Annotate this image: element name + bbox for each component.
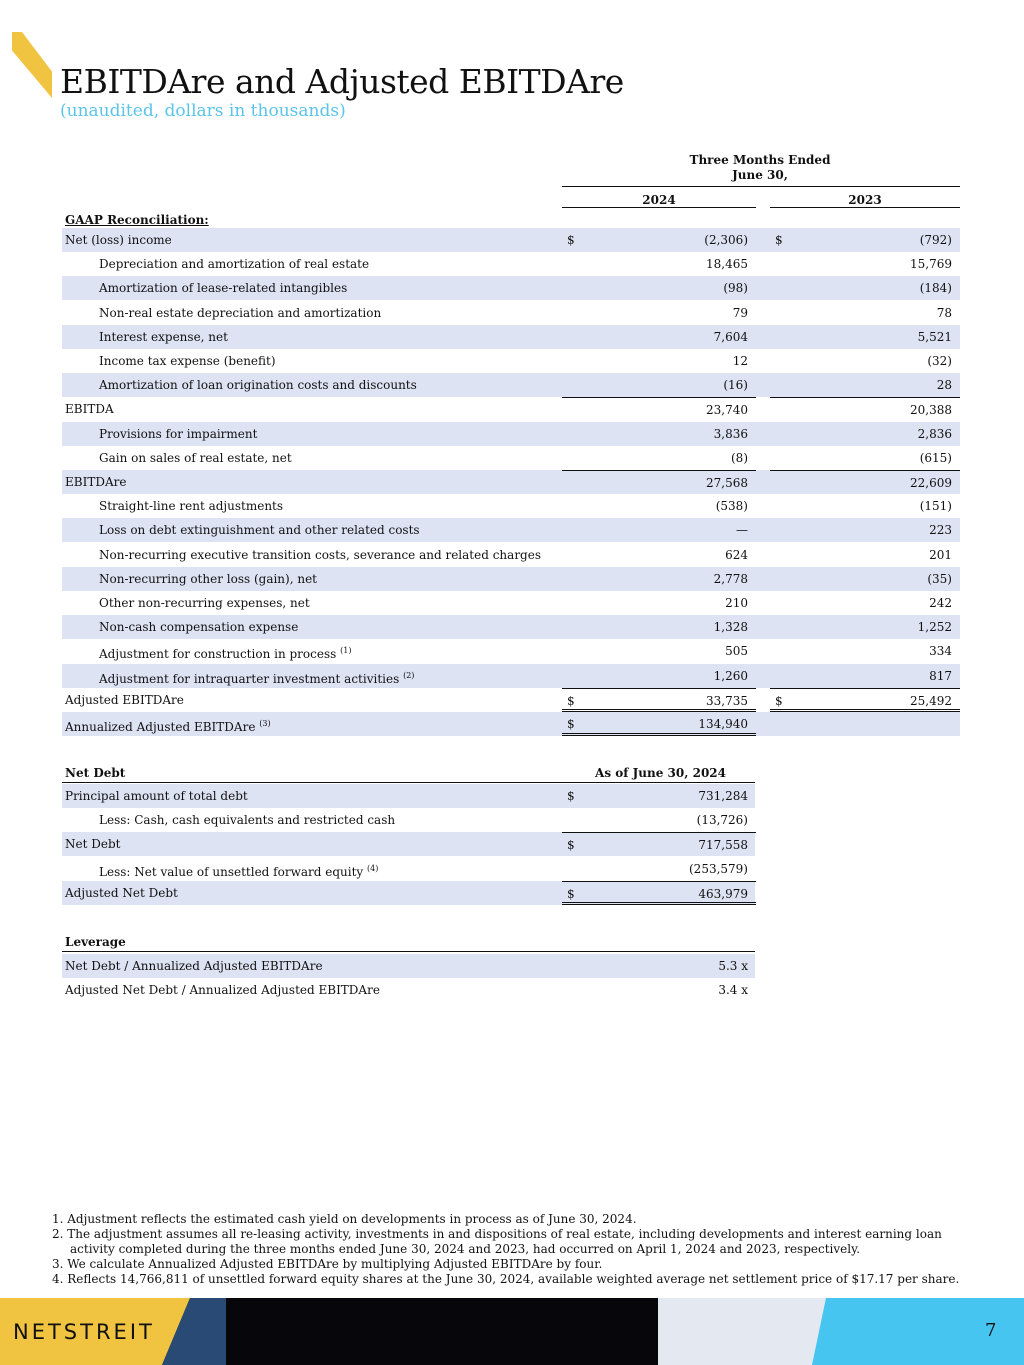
row-label-text: Adjusted Net Debt [65, 885, 178, 900]
value: 79 [732, 305, 748, 320]
table-row [62, 567, 960, 591]
value: (253,579) [689, 861, 748, 876]
footnote-ref: (4) [367, 863, 379, 873]
row-label-text: EBITDA [65, 402, 114, 417]
dollar-sign: $ [567, 233, 575, 247]
value: 334 [929, 644, 952, 659]
value-cell-1 [562, 712, 756, 736]
table-row [62, 712, 960, 736]
table-row [62, 639, 960, 663]
value: (8) [731, 450, 748, 465]
row-label-text: Amortization of lease-related intangibles [99, 281, 348, 296]
value: 27,568 [706, 476, 748, 490]
row-label-text: Adjusted EBITDAre [65, 692, 184, 707]
page-number: 7 [985, 1320, 997, 1341]
row-label [99, 567, 317, 591]
value: 223 [929, 523, 952, 538]
table-row [62, 954, 755, 978]
dollar-sign: $ [567, 886, 575, 901]
value-cell-1 [562, 543, 756, 567]
value: 15,769 [910, 257, 952, 272]
row-label-text: Principal amount of total debt [65, 789, 248, 803]
table-row [62, 832, 755, 856]
value-cell-2 [770, 228, 960, 252]
footer-bar [0, 1298, 1024, 1365]
value: 20,388 [910, 403, 952, 418]
dollar-sign: $ [567, 717, 575, 731]
value-cell-2 [770, 518, 960, 542]
value: 78 [936, 305, 952, 320]
value-cell-2 [770, 301, 960, 325]
value: (615) [919, 450, 952, 465]
table-row [62, 494, 960, 518]
value: 18,465 [706, 257, 748, 272]
table-row [62, 518, 960, 542]
row-label-text: Loss on debt extinguishment and other related costs [99, 523, 420, 538]
dollar-sign: $ [567, 838, 575, 853]
value-cell-1 [562, 349, 756, 373]
value-cell-1 [562, 567, 756, 591]
value-cell-1 [562, 954, 756, 978]
value-cell-1 [562, 373, 756, 397]
value: — [736, 523, 748, 538]
value: 505 [725, 644, 748, 659]
page-subtitle: (unaudited, dollars in thousands) [60, 101, 346, 121]
row-label [65, 978, 380, 1002]
row-label-text: Annualized Adjusted EBITDAre [65, 720, 256, 734]
table-row [62, 857, 755, 881]
value-cell-1 [562, 397, 756, 421]
footnote-ref: (1) [340, 646, 352, 656]
row-label [65, 881, 178, 905]
row-label-text: Net Debt / Annualized Adjusted EBITDAre [65, 959, 323, 973]
value: 7,604 [713, 329, 748, 344]
value: (35) [927, 571, 952, 586]
value: 22,609 [910, 476, 952, 490]
row-label-text: Less: Net value of unsettled forward equity [99, 864, 364, 879]
row-label [99, 639, 351, 666]
row-label [99, 664, 414, 691]
value-cell-2 [770, 470, 960, 494]
dollar-sign: $ [567, 693, 575, 708]
row-label-text: Gain on sales of real estate, net [99, 450, 292, 465]
table-row [62, 228, 960, 252]
value-cell-2 [770, 446, 960, 470]
value-cell-1 [562, 494, 756, 518]
row-label-text: Amortization of loan origination costs and discounts [99, 378, 417, 393]
value-cell-1 [562, 832, 756, 856]
table-row [62, 397, 960, 421]
table-row [62, 301, 960, 325]
row-label-text: Net Debt [65, 837, 121, 852]
footnote-ref: (3) [259, 719, 271, 728]
value: 2,836 [917, 426, 952, 441]
table-row [62, 325, 960, 349]
footnote: 4. Reflects 14,766,811 of unsettled forward equity shares at the June 30, 2024, available weighted average net settlement price of $17.17 per share. [52, 1272, 960, 1286]
row-label [65, 397, 114, 421]
table-row [62, 252, 960, 276]
value: (151) [919, 499, 952, 514]
value-cell-1 [562, 276, 756, 300]
row-label-text: Provisions for impairment [99, 426, 258, 441]
row-label [99, 615, 298, 639]
value-cell-2 [770, 276, 960, 300]
row-label-text: Non-recurring other loss (gain), net [99, 571, 317, 586]
footnote-ref: (2) [403, 670, 415, 680]
value: (184) [919, 281, 952, 296]
value-cell-1 [562, 470, 756, 494]
value: 717,558 [698, 838, 748, 853]
accent-shape [12, 32, 52, 98]
row-label-text: Non-recurring executive transition costs, severance and related charges [99, 547, 541, 562]
row-label-text: Depreciation and amortization of real estate [99, 257, 370, 272]
value: 3,836 [713, 426, 748, 441]
value: 25,492 [910, 693, 952, 708]
value: 1,260 [713, 668, 748, 683]
row-label [99, 591, 310, 615]
value-cell-1 [562, 784, 756, 808]
value-cell-1 [562, 591, 756, 615]
row-label [99, 276, 347, 300]
value: 3.4 x [718, 983, 748, 998]
year-2024-header: 2024 [642, 193, 676, 207]
value: (98) [723, 281, 748, 296]
table-row [62, 276, 960, 300]
value-cell-1 [562, 446, 756, 470]
value: (13,726) [696, 813, 748, 828]
value: 242 [929, 596, 952, 610]
section-gaap-reconciliation: GAAP Reconciliation: [65, 213, 209, 227]
value-cell-2 [770, 591, 960, 615]
value-cell-2 [770, 688, 960, 712]
dollar-sign: $ [775, 233, 783, 247]
value-cell-1 [562, 301, 756, 325]
value-cell-2 [770, 422, 960, 446]
table-row [62, 543, 960, 567]
dollar-sign: $ [775, 693, 783, 708]
value-cell-2 [770, 373, 960, 397]
row-label [65, 954, 323, 978]
value-cell-2 [770, 494, 960, 518]
row-label-text: Adjustment for construction in process [99, 647, 337, 662]
row-label [65, 228, 172, 252]
page-title: EBITDAre and Adjusted EBITDAre [60, 62, 624, 101]
row-label-text: Interest expense, net [99, 329, 228, 344]
value: 731,284 [698, 789, 748, 803]
row-label-text: Adjustment for intraquarter investment activities [99, 671, 400, 686]
row-label [99, 446, 292, 470]
row-label-text: Less: Cash, cash equivalents and restricted cash [99, 813, 396, 828]
table-row [62, 470, 960, 494]
table-row [62, 881, 755, 905]
year-2023-header: 2023 [848, 193, 882, 207]
value-cell-1 [562, 978, 756, 1002]
value-cell-1 [562, 228, 756, 252]
row-label [99, 325, 228, 349]
dollar-sign: $ [567, 789, 575, 803]
value: 12 [732, 354, 748, 368]
row-label [99, 808, 395, 832]
row-label-text: Non-cash compensation expense [99, 620, 299, 635]
row-label [99, 857, 378, 884]
row-label [65, 712, 271, 739]
row-label [99, 301, 381, 325]
footnote: 2. The adjustment assumes all re-leasing activity, investments in and dispositions of real estate, including developments and interest earning loan activity completed during the three months ended June 30, 2024 and 2023, had occurred on April 1, 2024 and 2023, respectively. [52, 1227, 942, 1256]
footnote: 3. We calculate Annualized Adjusted EBITDAre by multiplying Adjusted EBITDAre by four. [52, 1257, 603, 1271]
value: 23,740 [706, 403, 748, 418]
table-row [62, 688, 960, 712]
value: 463,979 [698, 886, 748, 901]
row-label [65, 832, 120, 856]
value-cell-1 [562, 808, 756, 832]
value: 5,521 [917, 329, 952, 344]
net-debt-column-header: As of June 30, 2024 [595, 766, 726, 780]
table-row [62, 784, 755, 808]
value: 33,735 [706, 693, 748, 708]
value-cell-1 [562, 422, 756, 446]
value-cell-1 [562, 881, 756, 905]
row-label-text: Adjusted Net Debt / Annualized Adjusted EBITDAre [65, 983, 380, 998]
row-label [99, 349, 276, 373]
value-cell-2 [770, 712, 960, 736]
value: 28 [936, 378, 952, 393]
value-cell-2 [770, 567, 960, 591]
netstreit-logo: NETSTREIT [13, 1320, 155, 1344]
row-label-text: Other non-recurring expenses, net [99, 596, 310, 610]
row-label [99, 518, 420, 542]
value: (792) [919, 233, 952, 247]
value-cell-2 [770, 543, 960, 567]
value-cell-2 [770, 664, 960, 688]
table-row [62, 978, 755, 1002]
value: 1,328 [713, 620, 748, 635]
value-cell-2 [770, 349, 960, 373]
value: 1,252 [917, 620, 952, 635]
row-label-text: Non-real estate depreciation and amortization [99, 305, 382, 320]
value: (2,306) [704, 233, 748, 247]
footnote: 1. Adjustment reflects the estimated cash yield on developments in process as of June 30, 2024. [52, 1212, 637, 1226]
period-header-date: June 30, [732, 168, 788, 182]
value-cell-2 [770, 252, 960, 276]
row-label [99, 543, 541, 567]
table-row [62, 349, 960, 373]
value-cell-1 [562, 518, 756, 542]
row-label-text: Net (loss) income [65, 233, 172, 247]
value: 817 [929, 668, 952, 683]
row-label [99, 252, 369, 276]
value-cell-2 [770, 397, 960, 421]
row-label-text: Straight-line rent adjustments [99, 499, 284, 514]
table-row [62, 808, 755, 832]
value: 210 [725, 596, 748, 610]
value: (32) [927, 354, 952, 368]
value-cell-2 [770, 325, 960, 349]
value: 624 [725, 547, 748, 562]
footnotes [52, 1212, 972, 1287]
value: 134,940 [698, 717, 748, 731]
value-cell-1 [562, 664, 756, 688]
value-cell-2 [770, 639, 960, 663]
value-cell-1 [562, 325, 756, 349]
row-label [99, 494, 283, 518]
period-header: Three Months Ended [689, 153, 831, 167]
table-row [62, 446, 960, 470]
table-row [62, 422, 960, 446]
row-label [99, 422, 257, 446]
net-debt-title: Net Debt [65, 766, 126, 780]
row-label-text: Income tax expense (benefit) [99, 354, 276, 368]
row-label [65, 688, 184, 712]
value-cell-1 [562, 857, 756, 881]
value: (538) [715, 499, 748, 514]
table-row [62, 591, 960, 615]
value-cell-1 [562, 639, 756, 663]
value-cell-1 [562, 615, 756, 639]
row-label-text: EBITDAre [65, 475, 127, 489]
value: (16) [723, 378, 748, 393]
table-row [62, 615, 960, 639]
row-label [65, 784, 248, 808]
row-label [65, 470, 126, 494]
table-row [62, 373, 960, 397]
value: 201 [929, 547, 952, 562]
value-cell-1 [562, 252, 756, 276]
value: 2,778 [713, 571, 748, 586]
value-cell-2 [770, 615, 960, 639]
row-label [99, 373, 417, 397]
table-row [62, 664, 960, 688]
value: 5.3 x [718, 959, 748, 973]
value-cell-1 [562, 688, 756, 712]
leverage-title: Leverage [65, 935, 126, 949]
